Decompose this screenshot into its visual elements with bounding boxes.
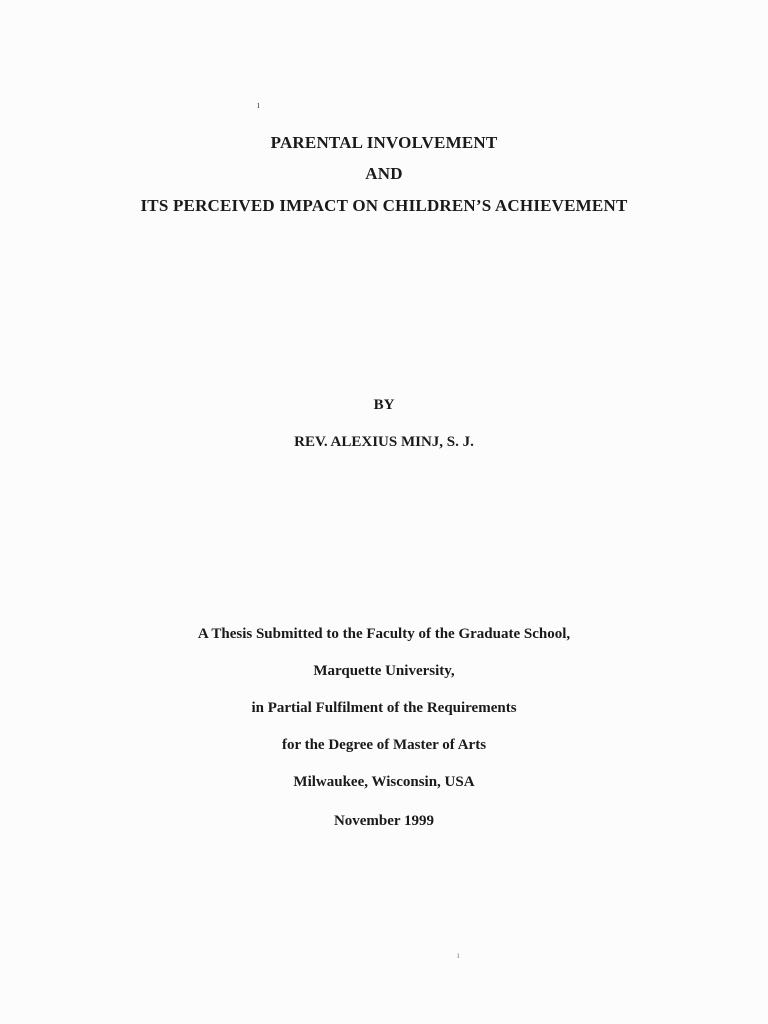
- scan-mark: ı: [457, 950, 460, 960]
- fulfilment-statement: in Partial Fulfilment of the Requirements: [251, 700, 517, 716]
- degree-statement: for the Degree of Master of Arts: [281, 737, 487, 753]
- scan-mark: ı: [257, 100, 260, 111]
- title-line-2: AND: [365, 164, 403, 183]
- university-name: Marquette University,: [313, 663, 455, 679]
- location: Milwaukee, Wisconsin, USA: [293, 774, 475, 790]
- by-label: BY: [373, 397, 395, 413]
- author-name: REV. ALEXIUS MINJ, S. J.: [294, 434, 474, 450]
- submission-statement: A Thesis Submitted to the Faculty of the Graduate School,: [197, 626, 571, 642]
- title-line-3: ITS PERCEIVED IMPACT ON CHILDREN’S ACHIEVEMENT: [140, 196, 628, 215]
- submission-date: November 1999: [333, 813, 435, 829]
- title-line-1: PARENTAL INVOLVEMENT: [270, 133, 498, 152]
